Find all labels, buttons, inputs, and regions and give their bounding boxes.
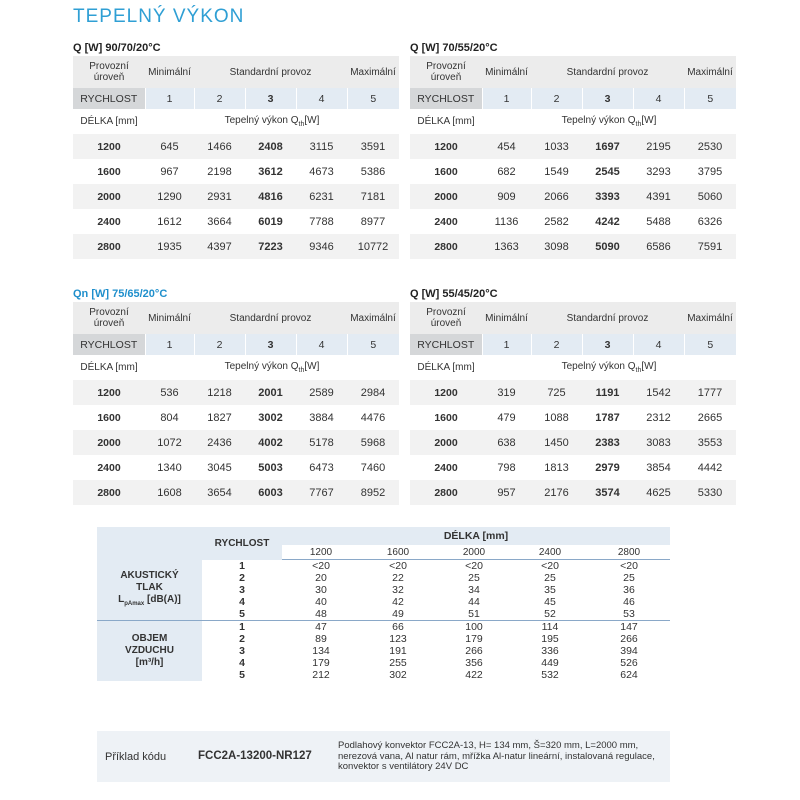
level-min: Minimální <box>145 302 194 334</box>
value-cell: 2931 <box>194 184 245 209</box>
heat-output-header <box>145 355 399 380</box>
value-cell: 3574 <box>582 480 633 505</box>
value-cell: 255 <box>389 657 407 669</box>
length-cell: 2800 <box>410 234 482 259</box>
page-title: TEPELNÝ VÝKON <box>73 6 245 27</box>
value-cell: 89 <box>315 633 327 645</box>
example-description: Podlahový konvektor FCC2A-13, H= 134 mm, Š=320 mm, L=2000 mm, nerezová vana, Al natur rám, mřížka Al-natur lineární, instalovaná regulace, konvektor s ventilátory 24V DC <box>338 740 655 772</box>
length-2800: 2800 <box>588 545 670 560</box>
value-cell: 5060 <box>684 184 736 209</box>
value-cell: 336 <box>541 645 559 657</box>
speed-3: 3 <box>245 334 296 355</box>
value-cell: 454 <box>482 134 531 159</box>
value-cell: 6019 <box>258 215 283 228</box>
value-cell: 123 <box>389 633 407 645</box>
value-cell: 5386 <box>360 165 386 178</box>
heat-output-label: Tepelný výkon Q <box>224 361 299 372</box>
value-cell: 7788 <box>309 215 334 228</box>
value-cell: 134 <box>312 645 330 657</box>
value-cell: 6231 <box>296 184 347 209</box>
heat-output-label: Tepelný výkon Q <box>224 115 299 126</box>
level-standard: Standardní provoz <box>194 56 347 88</box>
value-cell: 22 <box>392 572 404 584</box>
length-cell: 2400 <box>434 461 458 474</box>
level-max: Maximální <box>684 56 736 88</box>
value-cell: 147 <box>588 621 670 634</box>
value-cell: 2665 <box>697 411 723 424</box>
group-label-line: AKUSTICKÝ <box>120 569 179 581</box>
length-cell: 2000 <box>410 184 482 209</box>
heat-output-sub: th <box>298 121 305 128</box>
length-cell: 2800 <box>410 480 482 505</box>
heat-output-unit: [W] <box>641 361 657 372</box>
speed-label: RYCHLOST <box>73 88 145 109</box>
value-cell: 44 <box>468 596 480 608</box>
table-row <box>73 405 399 430</box>
value-cell: 49 <box>392 608 404 620</box>
value-cell: 66 <box>360 621 436 634</box>
length-1600: 1600 <box>360 545 436 560</box>
value-cell: 2436 <box>194 430 245 455</box>
table-row <box>73 209 399 234</box>
value-cell: 2001 <box>245 380 296 405</box>
level-min: Minimální <box>482 56 531 88</box>
value-cell: 51 <box>468 608 480 620</box>
length-cell: 1600 <box>97 165 121 178</box>
heat-output-header <box>482 355 736 380</box>
speed-5: 5 <box>347 334 399 355</box>
value-cell: 1340 <box>157 461 182 474</box>
corner-cell <box>97 527 202 560</box>
value-cell: 8977 <box>360 215 386 228</box>
value-cell: <20 <box>465 560 483 572</box>
speed-1: 1 <box>482 334 531 355</box>
speed-cell: 4 <box>202 657 282 669</box>
value-cell: 4397 <box>194 234 245 259</box>
value-cell: 3664 <box>207 215 232 228</box>
value-cell: 3654 <box>194 480 245 505</box>
speed-3: 3 <box>582 334 633 355</box>
value-cell: 52 <box>544 608 556 620</box>
value-cell: 32 <box>392 584 404 596</box>
value-cell: 5090 <box>582 234 633 259</box>
value-cell: 2312 <box>646 411 671 424</box>
length-header: DÉLKA [mm] <box>73 355 145 380</box>
value-cell: 100 <box>436 621 512 634</box>
value-cell: 1088 <box>544 411 569 424</box>
speed-2: 2 <box>194 334 245 355</box>
speed-1: 1 <box>145 334 194 355</box>
speed-label: RYCHLOST <box>410 334 482 355</box>
level-label: Provozní úroveň <box>410 302 482 334</box>
value-cell: 191 <box>389 645 407 657</box>
level-standard: Standardní provoz <box>531 56 684 88</box>
level-label: Provozní úroveň <box>73 56 145 88</box>
table-row <box>410 455 736 480</box>
table-row <box>410 209 736 234</box>
level-standard: Standardní provoz <box>194 302 347 334</box>
heat-output-sub: th <box>635 121 642 128</box>
speed-3: 3 <box>582 88 633 109</box>
value-cell: 34 <box>468 584 480 596</box>
level-min: Minimální <box>482 302 531 334</box>
value-cell: 20 <box>315 572 327 584</box>
heat-output-unit: [W] <box>641 115 657 126</box>
speed-4: 4 <box>296 88 347 109</box>
heat-output-label: Tepelný výkon Q <box>561 115 636 126</box>
speed-cell: 1 <box>202 560 282 573</box>
value-cell: 1787 <box>595 411 620 424</box>
length-cell: 1200 <box>73 134 145 159</box>
value-cell: 2383 <box>582 430 633 455</box>
value-cell: 532 <box>541 669 559 681</box>
value-cell: 2176 <box>531 480 582 505</box>
group-label-line: VZDUCHU <box>125 645 174 656</box>
value-cell: 1136 <box>494 215 519 228</box>
value-cell: 4476 <box>360 411 386 424</box>
value-cell: <20 <box>312 560 330 572</box>
value-cell: 1033 <box>531 134 582 159</box>
value-cell: 4673 <box>309 165 334 178</box>
value-cell: 53 <box>623 608 635 620</box>
length-header: DÉLKA [mm] <box>410 109 482 134</box>
length-cell: 1600 <box>434 165 458 178</box>
panel-title: Qn [W] 75/65/20°C <box>73 288 168 300</box>
value-cell: 1072 <box>145 430 194 455</box>
length-cell: 2000 <box>73 184 145 209</box>
length-cell: 2000 <box>410 430 482 455</box>
value-cell: 3612 <box>258 165 283 178</box>
value-cell: 40 <box>315 596 327 608</box>
value-cell: 45 <box>544 596 556 608</box>
speed-label: RYCHLOST <box>73 334 145 355</box>
value-cell: 1612 <box>157 215 182 228</box>
value-cell: 6326 <box>697 215 723 228</box>
value-cell: <20 <box>389 560 407 572</box>
value-cell: 7767 <box>296 480 347 505</box>
value-cell: 2530 <box>684 134 736 159</box>
value-cell: 1542 <box>633 380 684 405</box>
table-row <box>73 134 399 159</box>
group-label <box>97 560 202 621</box>
value-cell: 4442 <box>697 461 723 474</box>
group-label <box>97 621 202 682</box>
value-cell: 1549 <box>544 165 569 178</box>
speed-2: 2 <box>531 88 582 109</box>
value-cell: 6473 <box>309 461 334 474</box>
value-cell: 10772 <box>347 234 399 259</box>
length-cell: 2400 <box>97 461 121 474</box>
group-label-line: TLAK <box>136 581 163 593</box>
table-row <box>97 560 670 573</box>
table-row <box>410 480 736 505</box>
speed-cell: 5 <box>202 608 282 621</box>
length-cell: 1200 <box>410 134 482 159</box>
value-cell: 1777 <box>684 380 736 405</box>
value-cell: 25 <box>468 572 480 584</box>
value-cell: 3293 <box>646 165 671 178</box>
speed-cell: 3 <box>202 584 282 596</box>
table-row <box>73 380 399 405</box>
group-label-line: [m³/h] <box>135 657 164 668</box>
value-cell: 4816 <box>245 184 296 209</box>
value-cell: 2984 <box>347 380 399 405</box>
speed-4: 4 <box>633 334 684 355</box>
value-cell: 4391 <box>633 184 684 209</box>
value-cell: 302 <box>389 669 407 681</box>
value-cell: 479 <box>497 411 516 424</box>
value-cell: 526 <box>620 657 638 669</box>
value-cell: 5488 <box>646 215 671 228</box>
value-cell: 5003 <box>258 461 283 474</box>
value-cell: 35 <box>544 584 556 596</box>
acoustic-airflow-table <box>97 527 670 681</box>
value-cell: 9346 <box>296 234 347 259</box>
value-cell: 42 <box>392 596 404 608</box>
value-cell: 3393 <box>582 184 633 209</box>
value-cell: 46 <box>623 596 635 608</box>
value-cell: 1827 <box>207 411 232 424</box>
value-cell: 449 <box>541 657 559 669</box>
value-cell: 1450 <box>531 430 582 455</box>
value-cell: 1218 <box>194 380 245 405</box>
value-cell: 179 <box>465 633 483 645</box>
length-cell: 1600 <box>434 411 458 424</box>
performance-table <box>410 56 736 259</box>
length-2000: 2000 <box>436 545 512 560</box>
value-cell: 4242 <box>595 215 620 228</box>
table-row <box>410 430 736 455</box>
value-cell: 3591 <box>347 134 399 159</box>
value-cell: 6586 <box>633 234 684 259</box>
speed-4: 4 <box>296 334 347 355</box>
value-cell: 3854 <box>646 461 671 474</box>
table-row <box>410 234 736 259</box>
value-cell: 36 <box>623 584 635 596</box>
heat-output-label: Tepelný výkon Q <box>561 361 636 372</box>
value-cell: 30 <box>315 584 327 596</box>
value-cell: 3795 <box>697 165 723 178</box>
value-cell: 3083 <box>633 430 684 455</box>
code-example-box <box>97 731 670 782</box>
value-cell: 422 <box>465 669 483 681</box>
value-cell: 2545 <box>595 165 620 178</box>
length-cell: 2400 <box>97 215 121 228</box>
value-cell: 3002 <box>258 411 283 424</box>
value-cell: 5178 <box>296 430 347 455</box>
value-cell: 3884 <box>309 411 334 424</box>
value-cell: 4002 <box>245 430 296 455</box>
value-cell: 798 <box>497 461 516 474</box>
value-cell: 2589 <box>296 380 347 405</box>
speed-4: 4 <box>633 88 684 109</box>
heat-output-sub: th <box>635 367 642 374</box>
value-cell: 266 <box>465 645 483 657</box>
speed-cell: 3 <box>202 645 282 657</box>
table-row <box>73 430 399 455</box>
length-header: DÉLKA [mm] <box>73 109 145 134</box>
table-row <box>73 480 399 505</box>
value-cell: 1935 <box>145 234 194 259</box>
speed-cell: 4 <box>202 596 282 608</box>
speed-1: 1 <box>145 88 194 109</box>
value-cell: 7223 <box>245 234 296 259</box>
group-unit-sub: pAmax <box>124 600 145 607</box>
value-cell: 7460 <box>360 461 386 474</box>
value-cell: 1813 <box>544 461 569 474</box>
value-cell: <20 <box>620 560 638 572</box>
length-cell: 2800 <box>73 234 145 259</box>
value-cell: 957 <box>482 480 531 505</box>
value-cell: 48 <box>315 608 327 620</box>
speed-2: 2 <box>194 88 245 109</box>
heat-output-header <box>145 109 399 134</box>
length-header: DÉLKA [mm] <box>282 527 670 545</box>
length-cell: 1200 <box>410 380 482 405</box>
value-cell: 1191 <box>582 380 633 405</box>
level-max: Maximální <box>347 302 399 334</box>
performance-table <box>410 302 736 505</box>
level-max: Maximální <box>347 56 399 88</box>
value-cell: 356 <box>465 657 483 669</box>
speed-cell: 5 <box>202 669 282 681</box>
value-cell: 909 <box>482 184 531 209</box>
value-cell: 2066 <box>531 184 582 209</box>
table-row <box>73 184 399 209</box>
table-row <box>410 184 736 209</box>
speed-cell: 2 <box>202 572 282 584</box>
length-cell: 1600 <box>97 411 121 424</box>
group-label-line: OBJEM <box>131 633 168 644</box>
value-cell: 967 <box>160 165 179 178</box>
speed-1: 1 <box>482 88 531 109</box>
table-row <box>410 405 736 430</box>
value-cell: 25 <box>544 572 556 584</box>
level-min: Minimální <box>145 56 194 88</box>
value-cell: 4625 <box>633 480 684 505</box>
length-cell: 2800 <box>73 480 145 505</box>
value-cell: 624 <box>620 669 638 681</box>
example-code: FCC2A-13200-NR127 <box>198 750 312 762</box>
length-1200: 1200 <box>282 545 360 560</box>
value-cell: 25 <box>623 572 635 584</box>
value-cell: 7181 <box>347 184 399 209</box>
value-cell: 319 <box>482 380 531 405</box>
value-cell: 47 <box>282 621 360 634</box>
panel-title: Q [W] 70/55/20°C <box>410 42 498 54</box>
value-cell: 5968 <box>347 430 399 455</box>
table-row <box>73 455 399 480</box>
value-cell: 5330 <box>684 480 736 505</box>
value-cell: 394 <box>620 645 638 657</box>
value-cell: 2979 <box>595 461 620 474</box>
value-cell: 682 <box>497 165 516 178</box>
group-unit-tail: [dB(A)] <box>144 593 181 605</box>
performance-table <box>73 302 399 505</box>
length-cell: 1200 <box>73 380 145 405</box>
panel-title: Q [W] 55/45/20°C <box>410 288 498 300</box>
length-cell: 2400 <box>434 215 458 228</box>
value-cell: 179 <box>312 657 330 669</box>
table-row <box>410 380 736 405</box>
value-cell: 6003 <box>245 480 296 505</box>
value-cell: 2408 <box>245 134 296 159</box>
value-cell: 804 <box>160 411 179 424</box>
speed-5: 5 <box>347 88 399 109</box>
panel-title: Q [W] 90/70/20°C <box>73 42 161 54</box>
performance-table <box>73 56 399 259</box>
table-row <box>97 621 670 634</box>
value-cell: 266 <box>620 633 638 645</box>
value-cell: 1363 <box>482 234 531 259</box>
value-cell: 1466 <box>194 134 245 159</box>
value-cell: 725 <box>531 380 582 405</box>
example-label: Příklad kódu <box>105 751 167 763</box>
value-cell: 212 <box>312 669 330 681</box>
table-row <box>410 159 736 184</box>
heat-output-unit: [W] <box>304 361 320 372</box>
value-cell: 3045 <box>207 461 232 474</box>
table-row <box>73 159 399 184</box>
value-cell: 8952 <box>347 480 399 505</box>
speed-5: 5 <box>684 88 736 109</box>
level-max: Maximální <box>684 302 736 334</box>
level-label: Provozní úroveň <box>73 302 145 334</box>
level-label: Provozní úroveň <box>410 56 482 88</box>
speed-label: RYCHLOST <box>410 88 482 109</box>
value-cell: 638 <box>482 430 531 455</box>
value-cell: 195 <box>541 633 559 645</box>
value-cell: 3115 <box>296 134 347 159</box>
group-unit-main: L <box>118 593 125 605</box>
speed-header: RYCHLOST <box>202 527 282 560</box>
value-cell: 536 <box>145 380 194 405</box>
value-cell: 2198 <box>207 165 232 178</box>
speed-cell: 2 <box>202 633 282 645</box>
table-row <box>73 234 399 259</box>
speed-3: 3 <box>245 88 296 109</box>
level-standard: Standardní provoz <box>531 302 684 334</box>
value-cell: 1697 <box>582 134 633 159</box>
value-cell: 114 <box>512 621 588 634</box>
value-cell: 7591 <box>684 234 736 259</box>
heat-output-unit: [W] <box>304 115 320 126</box>
value-cell: 3553 <box>684 430 736 455</box>
speed-2: 2 <box>531 334 582 355</box>
value-cell: <20 <box>541 560 559 572</box>
value-cell: 1290 <box>145 184 194 209</box>
table-row <box>410 134 736 159</box>
length-2400: 2400 <box>512 545 588 560</box>
heat-output-header <box>482 109 736 134</box>
heat-output-sub: th <box>298 367 305 374</box>
value-cell: 645 <box>145 134 194 159</box>
value-cell: 2195 <box>633 134 684 159</box>
value-cell: 1608 <box>145 480 194 505</box>
speed-cell: 1 <box>202 621 282 634</box>
length-cell: 2000 <box>73 430 145 455</box>
value-cell: 2582 <box>544 215 569 228</box>
length-header: DÉLKA [mm] <box>410 355 482 380</box>
value-cell: 3098 <box>531 234 582 259</box>
speed-5: 5 <box>684 334 736 355</box>
